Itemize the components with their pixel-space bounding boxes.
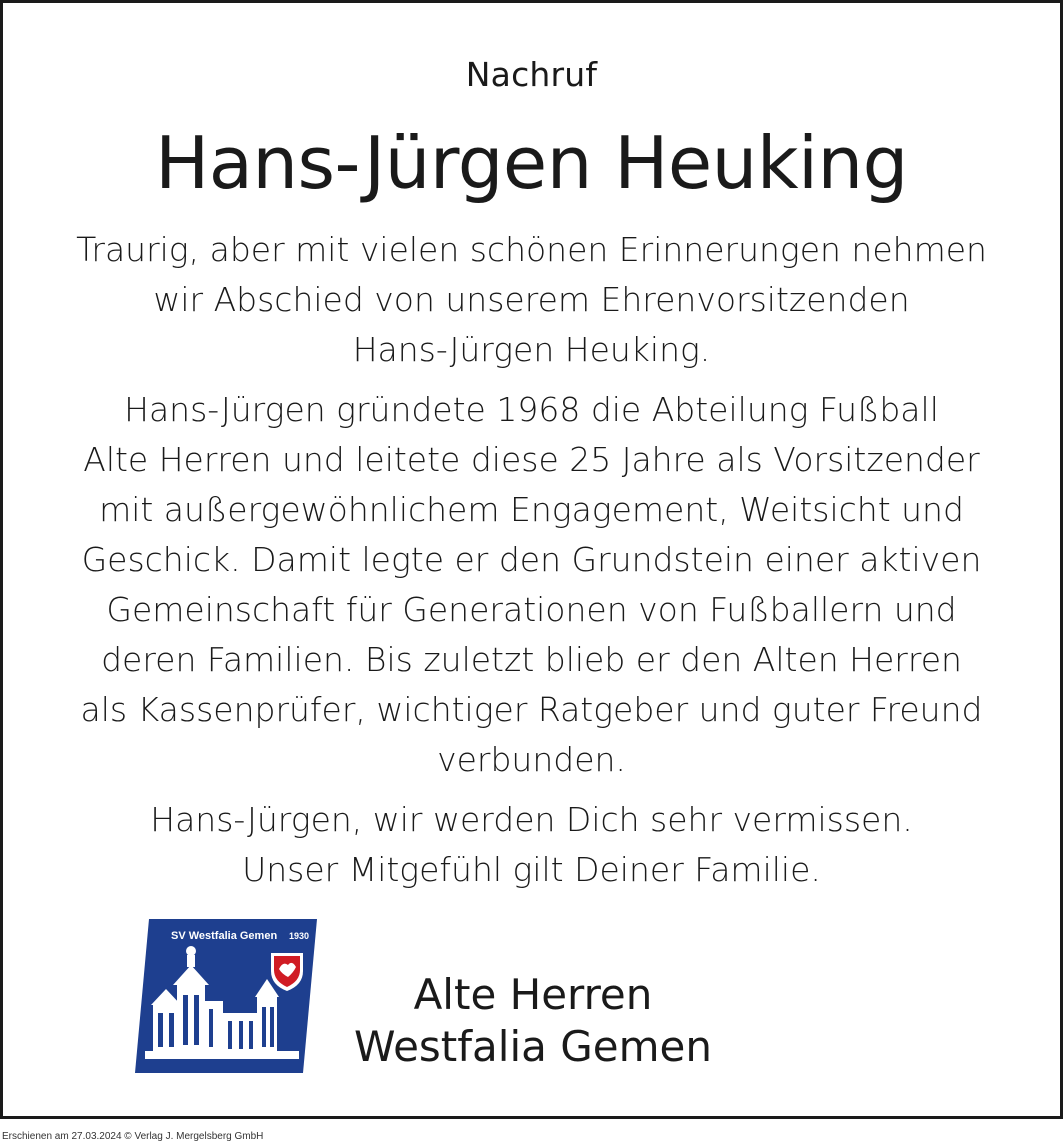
text-line: als Kassenprüfer, wichtiger Ratgeber und guter Freund	[80, 690, 983, 729]
text-line: wir Abschied von unserem Ehrenvorsitzenden	[153, 280, 910, 319]
signature-line: Westfalia Gemen	[354, 1022, 712, 1071]
deceased-name: Hans-Jürgen Heuking	[155, 121, 908, 205]
text-line: deren Familien. Bis zuletzt blieb er den Alten Herren	[101, 640, 962, 679]
text-line: Alte Herren und leitete diese 25 Jahre als Vorsitzender	[83, 440, 980, 479]
publication-footer: Erschienen am 27.03.2024 © Verlag J. Mergelsberg GmbH	[2, 1131, 264, 1142]
svg-text:1930: 1930	[289, 931, 310, 941]
club-logo	[131, 917, 321, 1075]
text-line: Traurig, aber mit vielen schönen Erinnerungen nehmen	[76, 230, 987, 269]
text-line: mit außergewöhnlichem Engagement, Weitsicht und	[99, 490, 964, 529]
text-line: Hans-Jürgen gründete 1968 die Abteilung Fußball	[124, 390, 939, 429]
signature-line: Alte Herren	[413, 970, 653, 1019]
text-line: Gemeinschaft für Generationen von Fußballern und	[106, 590, 957, 629]
text-line: Hans-Jürgen Heuking.	[352, 330, 711, 369]
paragraph-farewell	[3, 225, 1060, 375]
text-line: Hans-Jürgen, wir werden Dich sehr vermissen.	[150, 800, 913, 839]
text-line: verbunden.	[437, 740, 626, 779]
paragraph-condolence	[3, 795, 1060, 895]
text-line: Geschick. Damit legte er den Grundstein einer aktiven	[81, 540, 982, 579]
logo-text: SV Westfalia Gemen	[171, 930, 278, 942]
notice-kicker: Nachruf	[465, 55, 598, 94]
paragraph-biography	[3, 385, 1060, 785]
club-crest-icon	[131, 917, 321, 1075]
text-line: Unser Mitgefühl gilt Deiner Familie.	[242, 850, 821, 889]
